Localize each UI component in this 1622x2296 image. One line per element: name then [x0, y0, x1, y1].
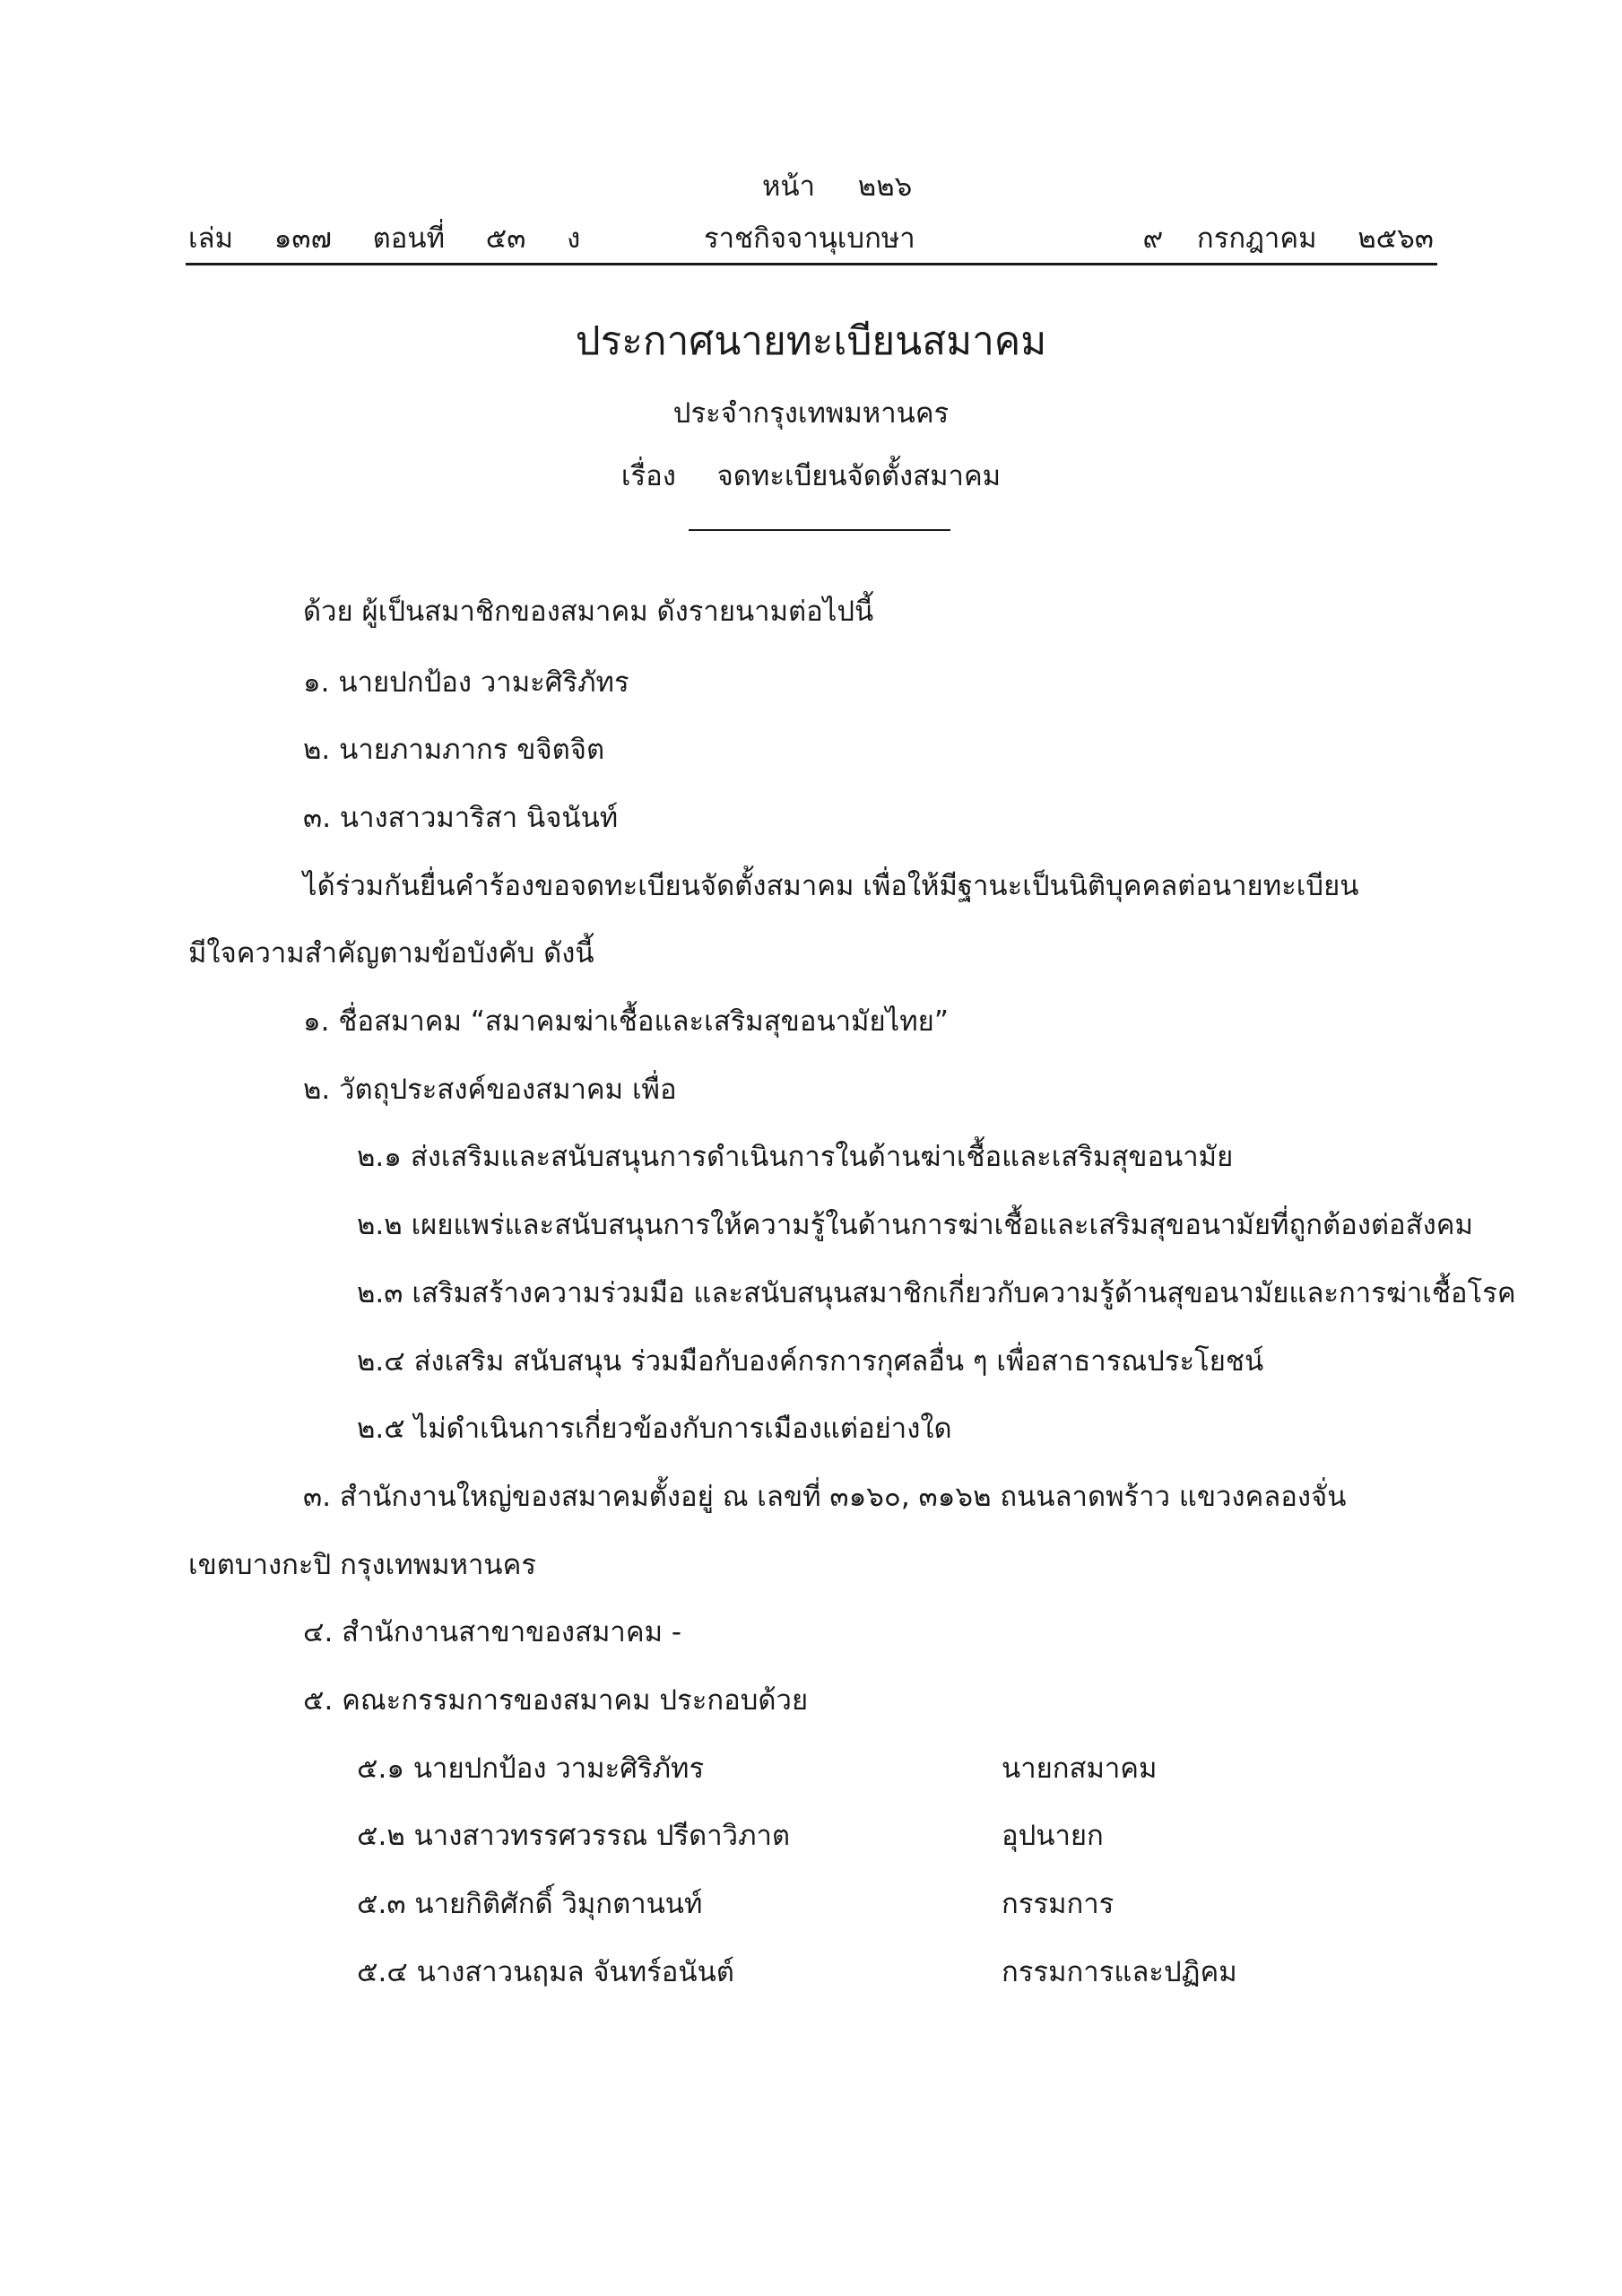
head-office-line: เขตบางกะปิ กรุงเทพมหานคร: [188, 1549, 536, 1581]
committee-member-position: กรรมการและปฏิคม: [1002, 1956, 1237, 1988]
subject-line: [0, 453, 1622, 498]
objective-item: ๒.๑ ส่งเสริมและสนับสนุนการดำเนินการในด้านฆ่าเชื้อและเสริมสุขอนามัย: [357, 1141, 1234, 1173]
gazette-name: ราชกิจจานุเบกษา: [704, 222, 915, 255]
page-number: ๒๒๖: [857, 170, 913, 203]
issue-date: [1142, 215, 1434, 260]
founder-item: ๑. นายปกป้อง วามะศิริภัทร: [303, 666, 629, 699]
volume-label: เล่ม: [188, 222, 234, 255]
head-office-line: ๓. สำนักงานใหญ่ของสมาคมตั้งอยู่ ณ เลขที่ ๓๑๖๐, ๓๑๖๒ ถนนลาดพร้าว แขวงคลองจั่น: [303, 1481, 1347, 1513]
objective-item: ๒.๒ เผยแพร่และสนับสนุนการให้ความรู้ในด้านการฆ่าเชื้อและเสริมสุขอนามัยที่ถูกต้องต่อสังคม: [357, 1209, 1473, 1241]
volume-number: ๑๓๗: [273, 222, 332, 255]
committee-member-name: ๕.๒ นางสาวทรรศวรรณ ปรีดาวิภาต: [357, 1820, 791, 1852]
statement-line: ได้ร่วมกันยื่นคำร้องขอจดทะเบียนจัดตั้งสมาคม เพื่อให้มีฐานะเป็นนิติบุคคลต่อนายทะเบียน: [303, 870, 1359, 902]
date-year: ๒๕๖๓: [1357, 222, 1434, 255]
committee-member-position: นายกสมาคม: [1002, 1752, 1158, 1785]
intro-paragraph: ด้วย ผู้เป็นสมาชิกของสมาคม ดังรายนามต่อไปนี้: [303, 596, 874, 628]
committee-member-position: อุปนายก: [1002, 1820, 1104, 1852]
objective-item: ๒.๔ ส่งเสริม สนับสนุน ร่วมมือกับองค์กรการกุศลอื่น ๆ เพื่อสาธารณประโยชน์: [357, 1345, 1264, 1378]
title-divider: [689, 529, 950, 531]
association-name-item: ๑. ชื่อสมาคม “สมาคมฆ่าเชื้อและเสริมสุขอนามัยไทย”: [303, 1005, 949, 1038]
date-month: กรกฎาคม: [1196, 222, 1317, 255]
statement-line: มีใจความสำคัญตามข้อบังคับ ดังนี้: [188, 937, 594, 970]
committee-member-name: ๕.๑ นายปกป้อง วามะศิริภัทร: [357, 1752, 705, 1785]
objective-item: ๒.๓ เสริมสร้างความร่วมมือ และสนับสนุนสมาชิกเกี่ยวกับความรู้ด้านสุขอนามัยและการฆ่าเชื้อโรค: [357, 1277, 1516, 1309]
section-type: ง: [567, 222, 581, 255]
founder-item: ๓. นางสาวมาริสา นิจนันท์: [303, 802, 619, 834]
committee-member-name: ๕.๔ นางสาวนฤมล จันทร์อนันต์: [357, 1956, 734, 1988]
committee-member-position: กรรมการ: [1002, 1888, 1115, 1920]
objective-item: ๒.๕ ไม่ดำเนินการเกี่ยวข้องกับการเมืองแต่อย่างใด: [357, 1413, 952, 1445]
founder-item: ๒. นายภามภากร ขจิตจิต: [303, 734, 605, 766]
subtitle: ประจำกรุงเทพมหานคร: [672, 397, 950, 430]
page-label: หน้า: [762, 170, 816, 203]
committee-member-name: ๕.๓ นายกิติศักดิ์ วิมุกตานนท์: [357, 1888, 703, 1920]
branch-office-item: ๔. สำนักงานสาขาของสมาคม -: [303, 1616, 682, 1648]
volume-info: [188, 215, 580, 260]
date-day: ๙: [1142, 222, 1164, 255]
subject-label: เรื่อง: [620, 460, 676, 492]
section-number: ๕๓: [485, 222, 526, 255]
subject-text: จดทะเบียนจัดตั้งสมาคม: [716, 460, 1002, 492]
section-label: ตอนที่: [372, 222, 446, 255]
page-title: ประกาศนายทะเบียนสมาคม: [575, 318, 1047, 364]
committee-heading: ๕. คณะกรรมการของสมาคม ประกอบด้วย: [303, 1684, 809, 1717]
header-rule: [186, 263, 1437, 265]
page-number-line: [762, 163, 912, 208]
objectives-heading: ๒. วัตถุประสงค์ของสมาคม เพื่อ: [303, 1074, 677, 1106]
